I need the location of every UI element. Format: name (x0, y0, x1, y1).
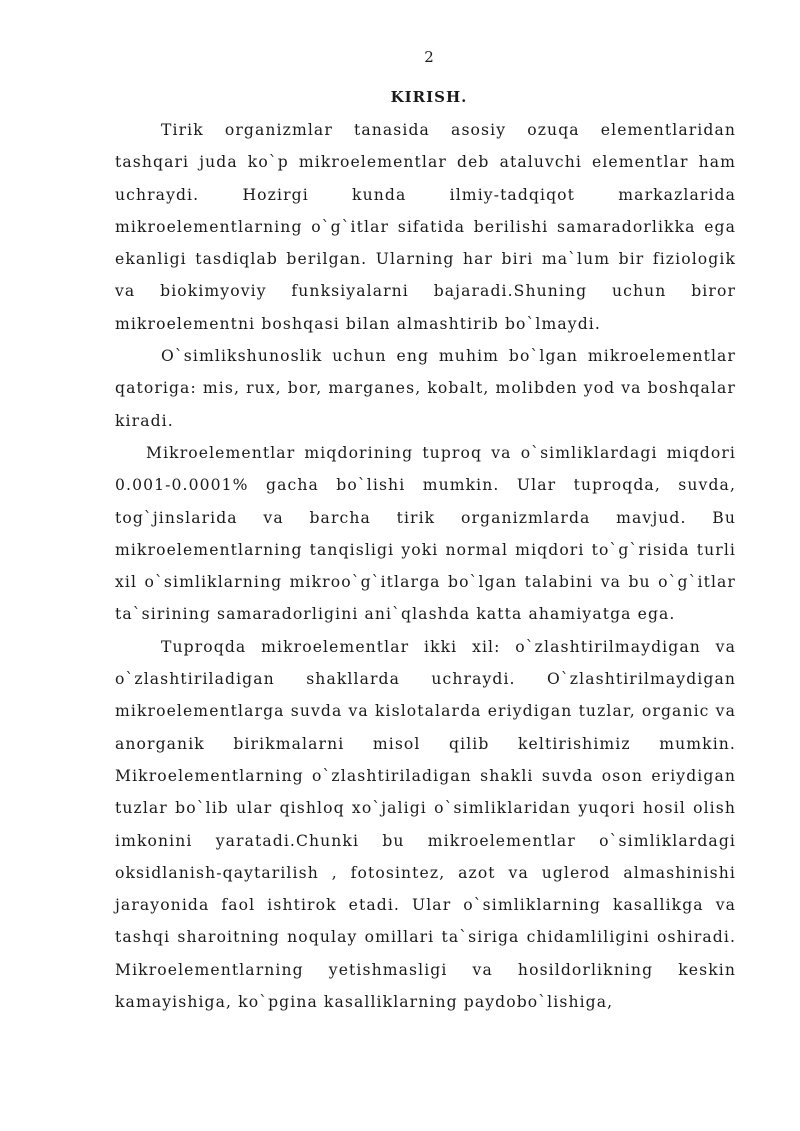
page-number: 2 (424, 48, 434, 66)
paragraph: Mikroelementlar miqdorining tuproq va o`simliklardagi miqdori 0.001-0.0001% gacha bo`lishi mumkin. Ular tuproqda, suvda, tog`jinslarida va barcha tirik organizmlarda mavjud. Bu mikroelementlarning tanqisligi yoki normal miqdori to`g`risida turli xil o`simliklarning mikroo`g`itlarga bo`lgan talabini va bu o`g`itlar ta`sirining samaradorligini ani`qlashda katta ahamiyatga ega. (115, 443, 736, 624)
paragraph: Tirik organizmlar tanasida asosiy ozuqa elementlaridan tashqari juda ko`p mikroelementlar deb ataluvchi elementlar ham uchraydi. Hozirgi kunda ilmiy-tadqiqot markazlarida mikroelementlarning o`g`itlar sifatida berilishi samaradorlikka ega ekanligi tasdiqlab berilgan. Ularning har biri ma`lum bir fiziologik va biokimyoviy funksiyalarni bajaradi.Shuning uchun biror mikroelementni boshqasi bilan almashtirib bo`lmaydi. (115, 121, 736, 333)
paragraph: Tuproqda mikroelementlar ikki xil: o`zlashtirilmaydigan va o`zlashtiriladigan shakllarda uchraydi. O`zlashtirilmaydigan mikroelementlarga suvda va kislotalarda eriydigan tuzlar, organic va anorganik birikmalarni misol qilib keltirishimiz mumkin. Mikroelementlarning o`zlashtiriladigan shakli suvda oson eriydigan tuzlar bo`lib ular qishloq xo`jaligi o`simliklaridan yuqori hosil olish imkonini yaratadi.Chunki bu mikroelementlar o`simliklardagi oksidlanish-qaytarilish , fotosintez, azot va uglerod almashinishi jarayonida faol ishtirok etadi. Ular o`simliklarning kasallikga va tashqi sharoitning noqulay omillari ta`siriga chidamliligini oshiradi. Mikroelementlarning yetishmasligi va hosildorlikning keskin kamayishiga, ko`pgina kasalliklarning paydobo`lishiga, (115, 637, 736, 1012)
document-body (115, 114, 736, 1018)
paragraph: O`simlikshunoslik uchun eng muhim bo`lgan mikroelementlar qatoriga: mis, rux, bor, marganes, kobalt, molibden yod va boshqalar kiradi. (115, 347, 736, 430)
section-heading: KIRISH. (390, 88, 468, 106)
